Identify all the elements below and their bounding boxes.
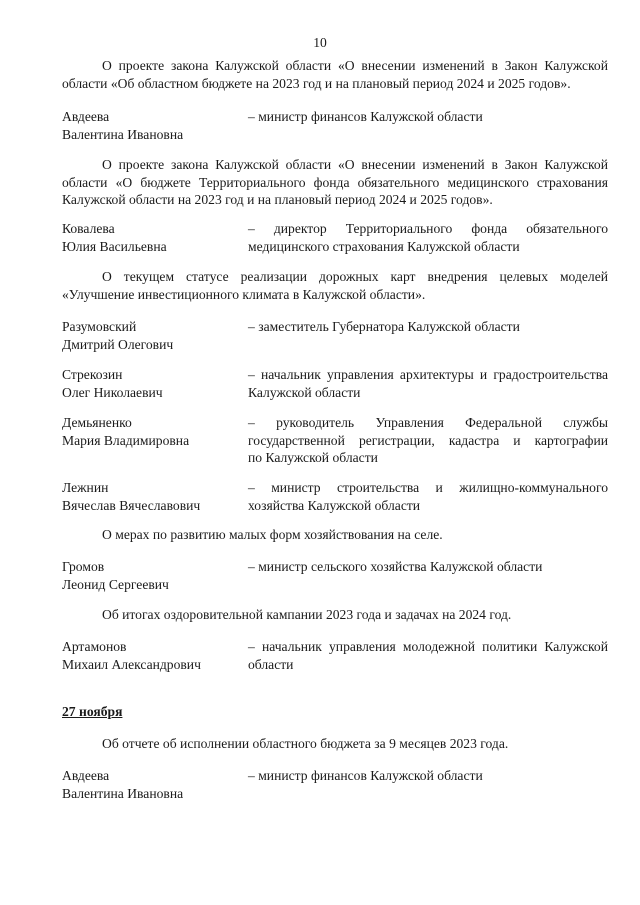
speaker-given-name: Михаил Александрович (62, 656, 201, 672)
speaker-role (248, 638, 608, 673)
agenda-topic: О проекте закона Калужской области «О внесении изменений в Закон Калужской области «Об областном бюджете на 2023 год и на плановый период 2024 и 2025 годов». (62, 58, 608, 91)
speaker-given-name: Валентина Ивановна (62, 785, 184, 801)
speaker-role-line: – министр строительства и жилищно-коммунального (248, 480, 608, 495)
speaker-role: – министр сельского хозяйства Калужской области (248, 559, 543, 574)
speaker-role-line: – начальник управления молодежной политики Калужской (248, 639, 608, 654)
speaker-surname: Авдеева (62, 109, 110, 124)
speaker-given-name: Вячеслав Вячеславович (62, 497, 201, 513)
speaker-given-name: Юлия Васильевна (62, 238, 167, 254)
speaker-surname: Разумовский (62, 319, 137, 334)
speaker-given-name: Мария Владимировна (62, 432, 190, 448)
speaker-name (62, 479, 242, 514)
agenda-topic: О текущем статусе реализации дорожных карт внедрения целевых моделей «Улучшение инвестиционного климата в Калужской области». (62, 269, 608, 302)
speaker-role-line: хозяйства Калужской области (248, 497, 421, 513)
speaker-surname: Демьяненко (62, 415, 132, 430)
speaker-name (62, 366, 242, 401)
speaker-surname: Артамонов (62, 639, 127, 654)
speaker-given-name: Леонид Сергеевич (62, 576, 169, 592)
speaker-given-name: Дмитрий Олегович (62, 336, 174, 352)
agenda-topic: О проекте закона Калужской области «О внесении изменений в Закон Калужской области «О бюджете Территориального фонда обязательного медицинского страхования Калужской области на 2023 год и на плановый период 2024 и 2025 годов». (62, 157, 608, 207)
speaker-role: – министр финансов Калужской области (248, 768, 483, 783)
speaker-surname: Стрекозин (62, 367, 123, 382)
speaker-name (62, 767, 242, 802)
speaker-role-line: государственной регистрации, кадастра и картографии (248, 432, 608, 448)
speaker-given-name: Олег Николаевич (62, 384, 163, 400)
speaker-given-name: Валентина Ивановна (62, 126, 184, 142)
speaker-role (248, 414, 608, 467)
speaker-role-line: по Калужской области (248, 450, 378, 465)
speaker-name (62, 558, 242, 593)
speaker-role-line: Калужской области (248, 384, 361, 400)
speaker-role (248, 220, 608, 255)
speaker-role-line: области (248, 656, 294, 672)
speaker-name (62, 220, 242, 255)
speaker-surname: Авдеева (62, 768, 110, 783)
speaker-name (62, 638, 242, 673)
speaker-role (248, 366, 608, 401)
date-heading: 27 ноября (62, 704, 123, 719)
speaker-surname: Ковалева (62, 221, 115, 236)
speaker-role: – министр финансов Калужской области (248, 109, 483, 124)
speaker-role-line: – руководитель Управления Федеральной службы (248, 415, 608, 430)
speaker-role-line: медицинского страхования Калужской области (248, 238, 520, 254)
speaker-surname: Лежнин (62, 480, 109, 495)
speaker-name (62, 108, 242, 143)
agenda-topic: О мерах по развитию малых форм хозяйствования на селе. (102, 527, 443, 542)
agenda-topic: Об отчете об исполнении областного бюджета за 9 месяцев 2023 года. (102, 736, 509, 751)
speaker-role: – заместитель Губернатора Калужской области (248, 319, 520, 334)
speaker-surname: Громов (62, 559, 105, 574)
page-number: 10 (313, 35, 327, 50)
speaker-role-line: – директор Территориального фонда обязательного (248, 221, 608, 236)
speaker-role (248, 479, 608, 514)
agenda-topic: Об итогах оздоровительной кампании 2023 года и задачах на 2024 год. (102, 607, 512, 622)
speaker-name (62, 414, 242, 449)
speaker-role-line: – начальник управления архитектуры и градостроительства (248, 367, 608, 382)
speaker-name (62, 318, 242, 353)
